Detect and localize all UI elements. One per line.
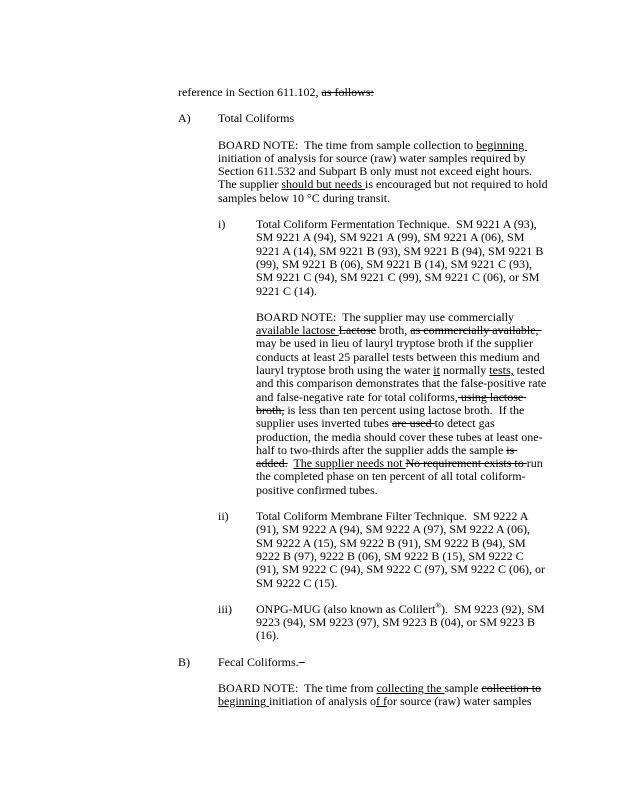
section-a bbox=[178, 112, 548, 125]
section-b-label: B) bbox=[178, 654, 190, 669]
method-item-iii bbox=[218, 600, 548, 643]
board-note-fecal-coliforms: BOARD NOTE: The time from collecting the sample collection to beginning initiation of analysis of for source (raw) water samples bbox=[218, 680, 542, 709]
section-a-label: A) bbox=[178, 111, 191, 126]
board-note-lactose-broth: BOARD NOTE: The supplier may use commercially available lactose Lactose broth, as commercially available, may be used in lieu of lauryl tryptose broth if the supplier conducts at least 25 parallel tests between this medium and lauryl tryptose broth using the water it normally tests, tested and this comparison demonstrates that the false-positive rate and false-negative rate for total coliforms, using lactose broth, is less than ten percent using lactose broth. If the supplier uses inverted tubes are used to detect gas production, the media should cover these tubes at least one-half to two-thirds after the supplier adds the sample is added. The supplier needs not No requirement exists to run the completed phase on ten percent of all total coliform-positive confirmed tubes. bbox=[256, 309, 550, 497]
method-iii-text: ONPG-MUG (also known as Colilert®). SM 9223 (92), SM 9223 (94), SM 9223 (97), SM 9223 B (04), or SM 9223 B (16). bbox=[256, 600, 548, 643]
method-ii-text: Total Coliform Membrane Filter Technique. SM 9222 A (91), SM 9222 A (94), SM 9222 A (97), SM 9222 A (06), SM 9222 A (15), SM 9222 B (91), SM 9222 B (94), SM 9222 B (97), 9222 B (06), SM 9222 B (15), SM 9222 C (91), SM 9222 C (94), SM 9222 C (97), SM 9222 C (06), or SM 9222 C (15). bbox=[256, 509, 549, 590]
method-i-text: Total Coliform Fermentation Technique. SM 9221 A (93), SM 9221 A (94), SM 9221 A (99), SM 9221 A (06), SM 9221 A (14), SM 9221 B (93), SM 9221 B (94), SM 9221 B (99), SM 9221 B (06), SM 9221 B (14), SM 9221 C (93), SM 9221 C (94), SM 9221 C (99), SM 9221 C (06), or SM 9221 C (14). bbox=[256, 217, 547, 298]
intro-paragraph: reference in Section 611.102, as follows: bbox=[178, 85, 374, 99]
section-b-title: Fecal Coliforms. bbox=[218, 654, 299, 669]
method-ii-label: ii) bbox=[218, 509, 229, 524]
method-i-label: i) bbox=[218, 217, 226, 232]
section-b bbox=[178, 656, 548, 669]
board-note-total-coliforms: BOARD NOTE: The time from sample collection to beginning initiation of analysis for source (raw) water samples required by Section 611.532 and Subpart B only must not exceed eight hours. The supplier should but needs is encouraged but not required to hold samples below 10 °C during transit. bbox=[218, 137, 551, 205]
section-a-title: Total Coliforms bbox=[218, 111, 295, 126]
document-content bbox=[178, 85, 551, 722]
method-item-ii bbox=[218, 510, 548, 590]
method-item-i bbox=[218, 218, 548, 298]
method-iii-label: iii) bbox=[218, 601, 232, 616]
